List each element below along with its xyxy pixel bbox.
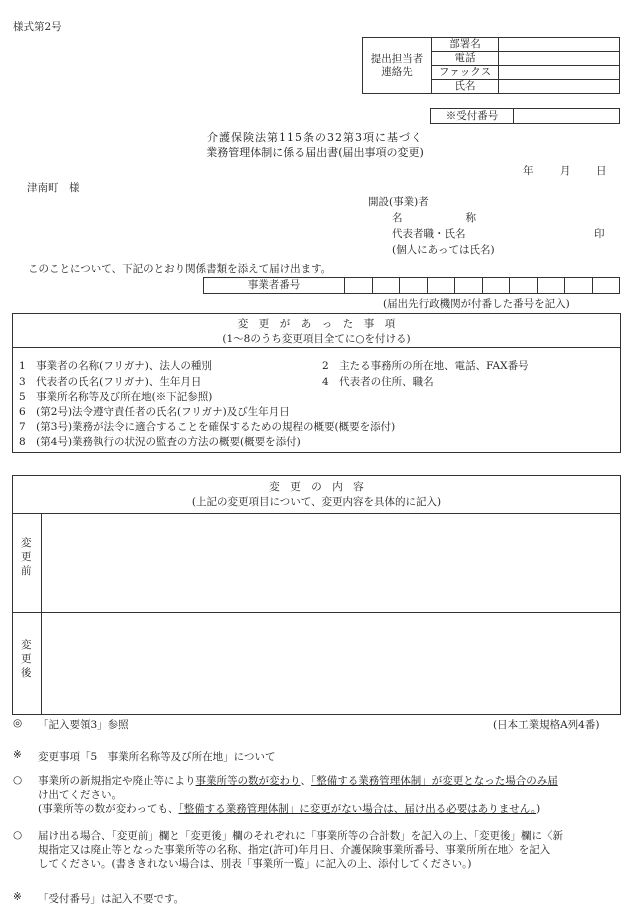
after-content-field[interactable] — [43, 614, 618, 712]
note-underlined: 「整備する業務管理体制」が変更となった場合のみ届 — [311, 775, 558, 787]
contact-label-line2: 連絡先 — [381, 65, 413, 78]
change-item-4[interactable]: 4 代表者の住所、職名 — [322, 376, 434, 388]
name-label: 氏名 — [432, 80, 499, 94]
note-receipt: 「受付番号」は記入不要です。 — [38, 893, 185, 905]
digit-cell[interactable] — [510, 278, 538, 294]
addressee: 津南町 様 — [27, 182, 80, 194]
note-item5: 変更事項「5 事業所名称等及び所在地」について — [38, 751, 276, 763]
before-label: 変更前 — [21, 537, 32, 577]
dept-field[interactable] — [499, 38, 620, 52]
digit-cell[interactable] — [400, 278, 428, 294]
details-box — [12, 475, 621, 715]
phone-label: 電話 — [432, 52, 499, 66]
dept-label: 部署名 — [432, 38, 499, 52]
contact-label-line1: 提出担当者 — [370, 52, 424, 65]
note-text: 事業所の新規指定や廃止等により — [38, 775, 196, 787]
changes-header: 変 更 が あ っ た 事 項 — [237, 318, 396, 330]
date-month: 月 — [560, 165, 571, 177]
note-submission-line1: 届け出る場合、「変更前」欄と「変更後」欄のそれぞれに「事業所等の合計数」を記入の上、「変更後」欄に〈新 — [38, 830, 563, 842]
seal-mark: 印 — [594, 228, 605, 240]
changes-subheader: (1〜8のうち変更項目全てに○を付ける) — [222, 333, 411, 345]
name-field[interactable] — [499, 80, 620, 94]
details-subheader: (上記の変更項目について、変更内容を具体的に記入) — [191, 496, 442, 508]
paper-size-note: (日本工業規格A列4番) — [493, 719, 600, 731]
title-line1: 介護保険法第115条の32第3項に基づく — [207, 131, 423, 144]
change-item-7[interactable]: 7 (第3号)業務が法令に適合することを確保するための規程の概要(概要を添付) — [19, 421, 396, 433]
changes-header-area — [13, 314, 620, 348]
fax-label: ファックス — [432, 66, 499, 80]
note-no-change — [38, 802, 540, 816]
note-circle: ○ — [13, 829, 23, 841]
note-mark: ※ — [13, 749, 22, 761]
digit-cell[interactable] — [372, 278, 400, 294]
after-label: 変更後 — [21, 639, 32, 679]
contact-table — [362, 37, 620, 94]
before-content-field[interactable] — [43, 516, 618, 610]
intro-text: このことについて、下記のとおり関係書類を添えて届け出ます。 — [28, 263, 332, 275]
note-submission-line3: してください。(書ききれない場合は、別表「事業所一覧」に記入の上、添付してください。) — [38, 858, 472, 870]
change-item-5[interactable]: 5 事業所名称等及び所在地(※下記参照) — [19, 391, 213, 403]
change-item-3[interactable]: 3 代表者の氏名(フリガナ)、生年月日 — [19, 376, 202, 388]
applicant-name-label: 名 称 — [392, 212, 476, 224]
note-count-change — [38, 774, 620, 788]
note-text: (事業所等の数が変わっても、 — [38, 803, 179, 815]
digit-cell[interactable] — [537, 278, 565, 294]
fax-field[interactable] — [499, 66, 620, 80]
receipt-field[interactable] — [514, 109, 620, 124]
digit-cell[interactable] — [592, 278, 620, 294]
representative-label: 代表者職・氏名 — [392, 228, 466, 240]
note-text: け出てください。 — [38, 789, 122, 801]
business-number-table — [203, 277, 620, 294]
change-item-2[interactable]: 2 主たる事務所の所在地、電話、FAX番号 — [322, 360, 529, 372]
business-number-label: 事業者番号 — [204, 278, 345, 294]
title-line2: 業務管理体制に係る届出書(届出事項の変更) — [206, 146, 424, 159]
note-underlined: 事業所等の数が変わり — [195, 775, 301, 787]
digit-cell[interactable] — [455, 278, 483, 294]
individual-note: (個人にあっては氏名) — [392, 244, 495, 256]
note-mark: ※ — [13, 891, 22, 903]
note-text: ) — [536, 803, 541, 815]
change-item-1[interactable]: 1 事業者の名称(フリガナ)、法人の種別 — [19, 360, 212, 372]
date-day: 日 — [596, 165, 607, 177]
reference-mark: ◎ — [13, 717, 23, 729]
business-number-note: (届出先行政機関が付番した番号を記入) — [383, 298, 570, 310]
receipt-table — [430, 108, 620, 124]
change-item-6[interactable]: 6 (第2号)法令遵守責任者の氏名(フリガナ)及び生年月日 — [19, 406, 290, 418]
document-title — [0, 130, 630, 160]
change-item-8[interactable]: 8 (第4号)業務執行の状況の監査の方法の概要(概要を添付) — [19, 436, 301, 448]
note-submission-line2: 規指定又は廃止等となった事業所等の名称、指定(許可)年月日、介護保険事業所番号、事業所所在地〉を記入 — [38, 844, 551, 856]
receipt-label: ※受付番号 — [431, 109, 514, 124]
note-underlined: 「整備する業務管理体制」に変更がない場合は、届け出る必要はありません。 — [178, 803, 537, 815]
digit-cell[interactable] — [482, 278, 510, 294]
applicant-label: 開設(事業)者 — [368, 196, 429, 208]
details-header-area — [13, 476, 620, 514]
reference-text: 「記入要領3」参照 — [38, 719, 129, 731]
details-header: 変 更 の 内 容 — [269, 481, 364, 493]
note-circle: ○ — [13, 774, 23, 786]
details-divider — [13, 612, 620, 613]
phone-field[interactable] — [499, 52, 620, 66]
note-text: 、 — [300, 775, 311, 787]
form-number: 様式第2号 — [13, 21, 62, 33]
changes-box — [12, 313, 621, 453]
digit-cell[interactable] — [345, 278, 373, 294]
digit-cell[interactable] — [565, 278, 593, 294]
digit-cell[interactable] — [427, 278, 455, 294]
contact-label — [363, 38, 432, 94]
date-year: 年 — [523, 165, 534, 177]
